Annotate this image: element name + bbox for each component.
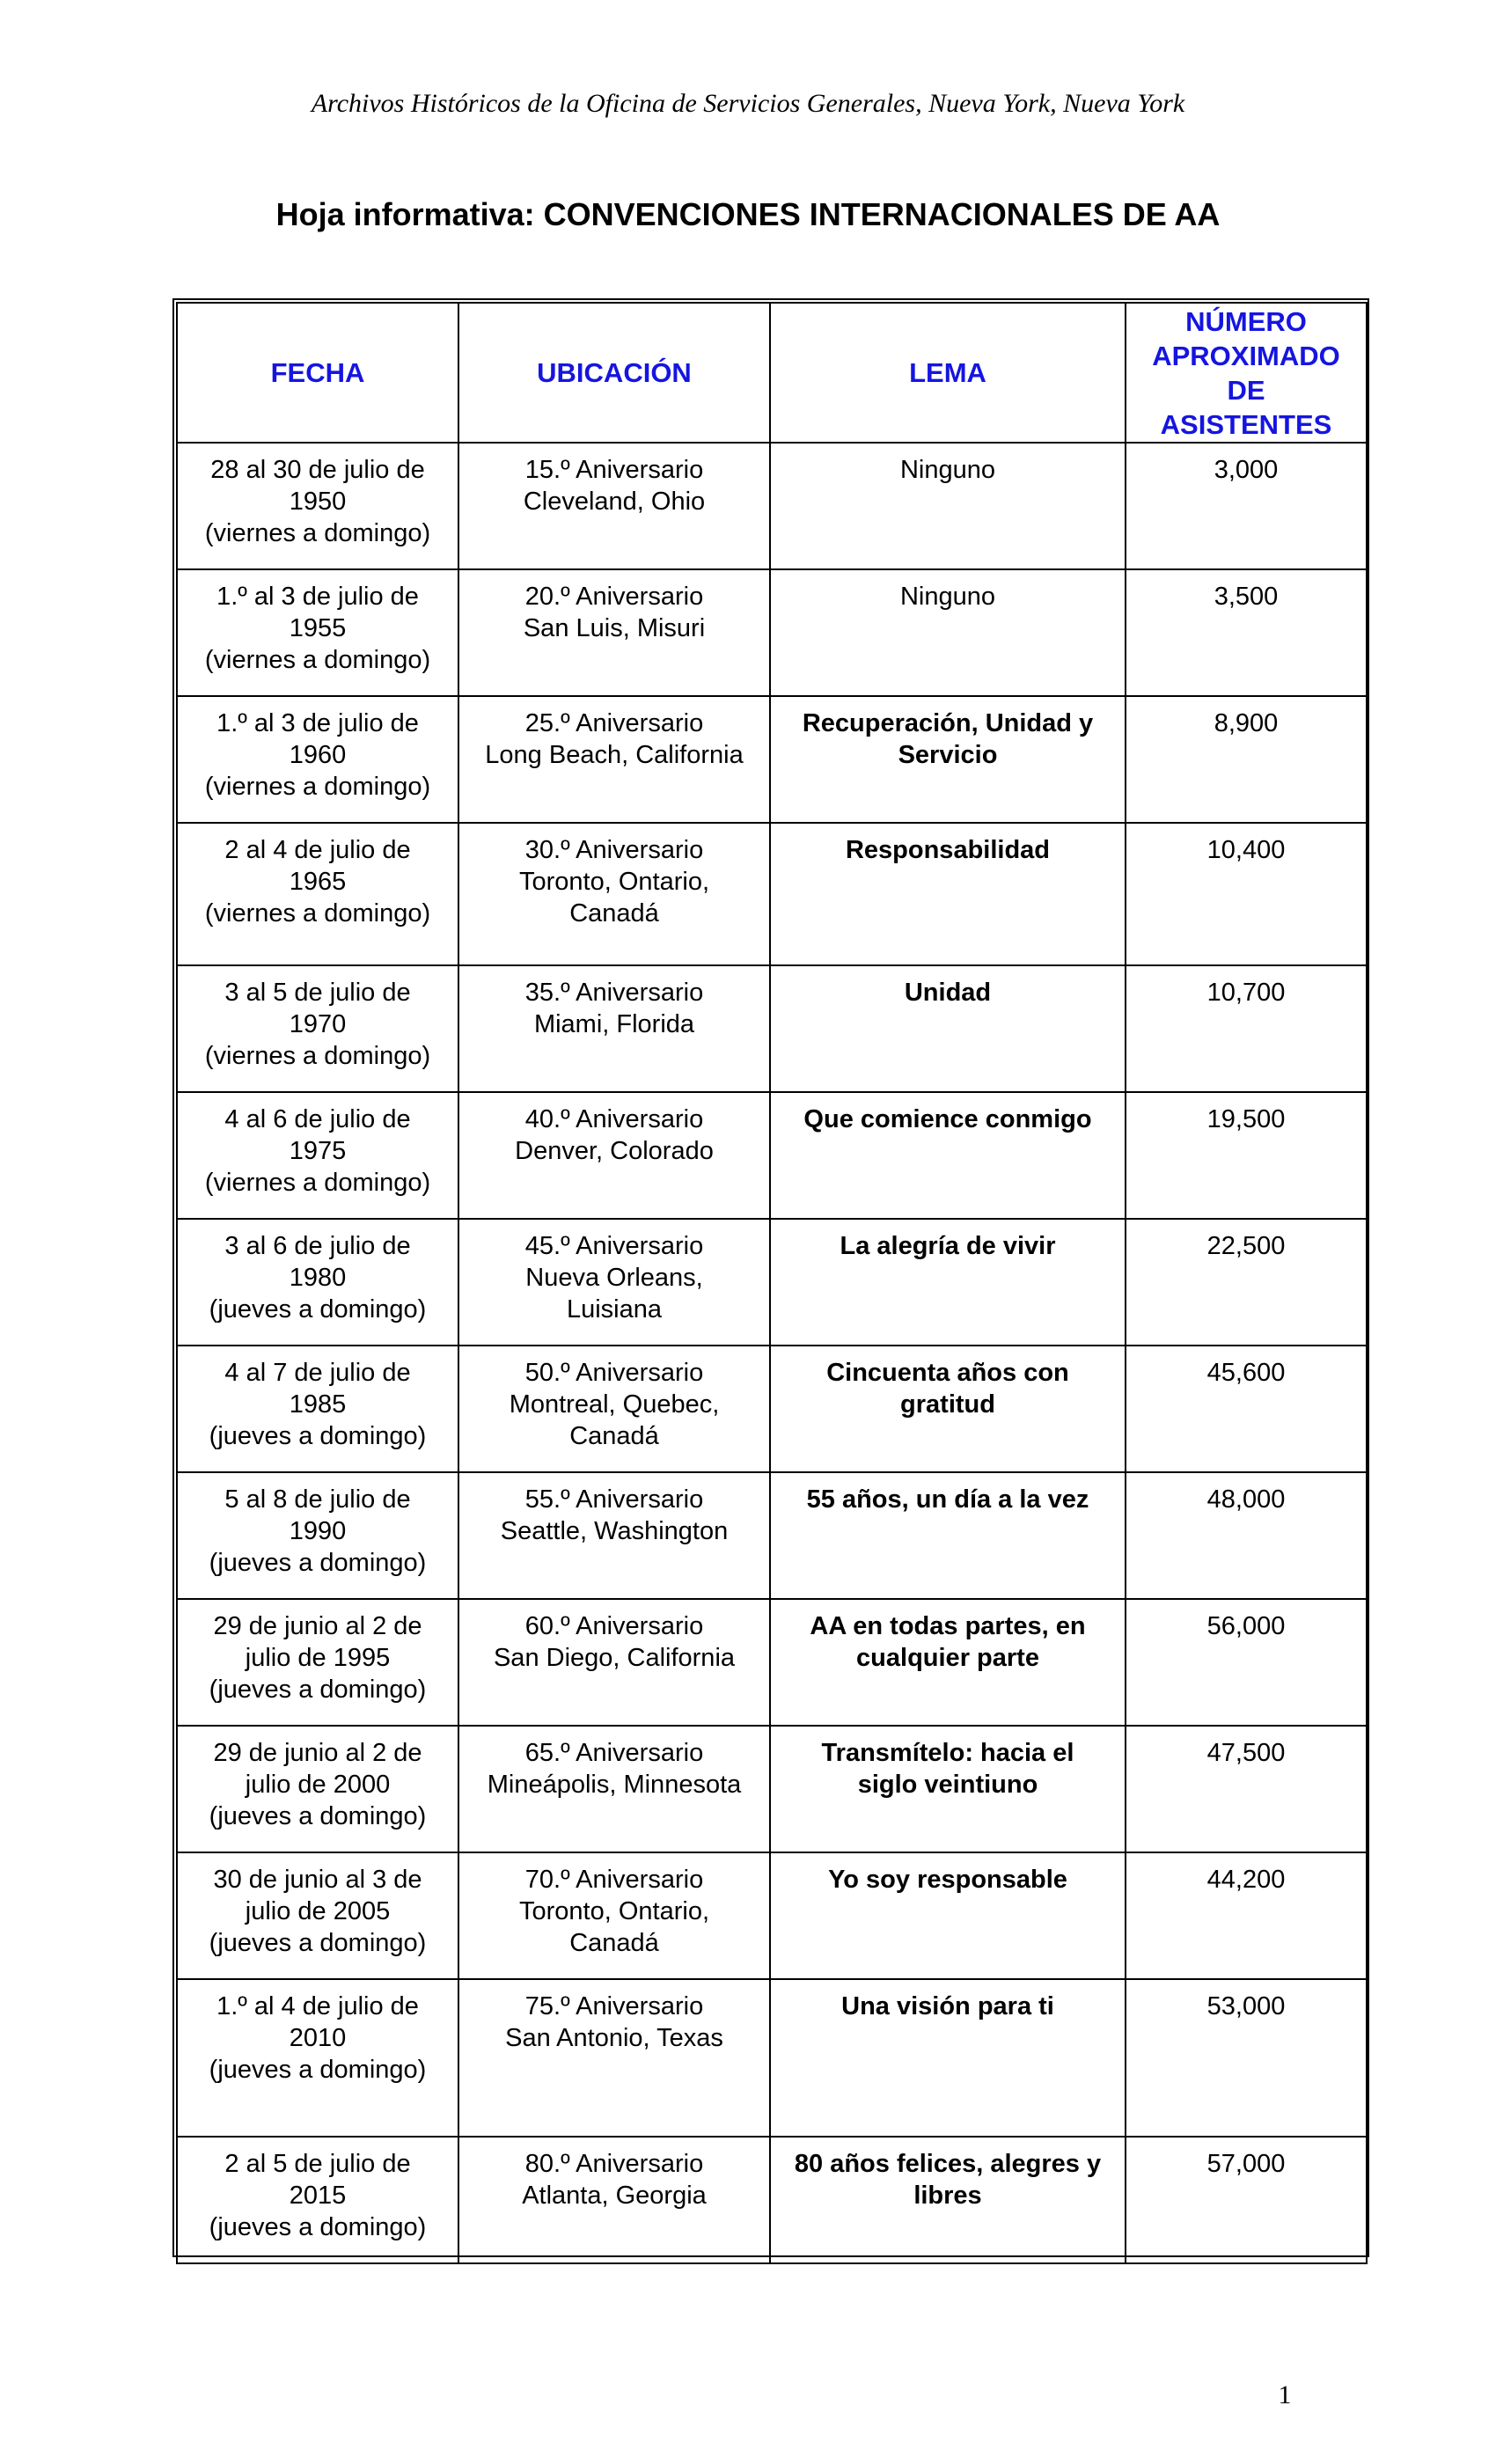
fecha-text: 30 de junio al 3 de julio de 2005 (jueves a domingo) (209, 1866, 427, 1957)
asistentes-text: 48,000 (1206, 1485, 1286, 1514)
asistentes-text: 3,000 (1214, 456, 1279, 484)
cell-ubicacion (458, 1092, 770, 1219)
fecha-text: 5 al 8 de julio de 1990 (jueves a domingo) (209, 1485, 427, 1577)
cell-fecha (177, 1472, 458, 1599)
lema-text: 80 años felices, alegres y libres (794, 2150, 1102, 2210)
asistentes-text: 10,400 (1206, 836, 1286, 864)
fecha-text: 1.º al 3 de julio de 1960 (viernes a domingo) (204, 709, 431, 801)
lema-text: Unidad (904, 979, 992, 1007)
table-row (177, 1852, 1367, 1979)
cell-ubicacion (458, 1852, 770, 1979)
cell-lema (770, 569, 1126, 696)
ubicacion-text: 35.º Aniversario Miami, Florida (524, 979, 704, 1038)
fecha-text: 4 al 7 de julio de 1985 (jueves a domingo) (209, 1359, 427, 1450)
asistentes-text: 10,700 (1206, 979, 1286, 1007)
cell-asistentes (1126, 1219, 1367, 1346)
cell-ubicacion (458, 1346, 770, 1472)
lema-text: Yo soy responsable (828, 1866, 1067, 1894)
ubicacion-text: 50.º Aniversario Montreal, Quebec, Canadá (509, 1359, 720, 1450)
asistentes-text: 19,500 (1206, 1105, 1286, 1133)
asistentes-text: 3,500 (1214, 583, 1279, 611)
cell-asistentes (1126, 823, 1367, 965)
cell-lema (770, 1979, 1126, 2137)
table-row (177, 696, 1367, 823)
cell-lema (770, 696, 1126, 823)
asistentes-text: 8,900 (1214, 709, 1279, 737)
cell-lema (770, 1472, 1126, 1599)
table-row (177, 823, 1367, 965)
table-row (177, 2137, 1367, 2263)
archive-header: Archivos Históricos de la Oficina de Servicios Generales, Nueva York, Nueva York (311, 89, 1185, 118)
fecha-text: 29 de junio al 2 de julio de 1995 (jueves a domingo) (209, 1612, 427, 1704)
column-header-asistentes: NÚMERO APROXIMADO DE ASISTENTES (1126, 303, 1367, 443)
cell-asistentes (1126, 1979, 1367, 2137)
cell-asistentes (1126, 1599, 1367, 1726)
ubicacion-text: 25.º Aniversario Long Beach, California (485, 709, 744, 769)
cell-fecha (177, 823, 458, 965)
cell-ubicacion (458, 1599, 770, 1726)
ubicacion-text: 65.º Aniversario Mineápolis, Minnesota (487, 1739, 742, 1799)
ubicacion-text: 70.º Aniversario Toronto, Ontario, Canadá (519, 1866, 709, 1957)
lema-text: Responsabilidad (845, 836, 1051, 864)
table-row (177, 1219, 1367, 1346)
cell-lema (770, 2137, 1126, 2263)
ubicacion-text: 20.º Aniversario San Luis, Misuri (523, 583, 706, 642)
ubicacion-text: 80.º Aniversario Atlanta, Georgia (522, 2150, 707, 2210)
fecha-text: 2 al 5 de julio de 2015 (jueves a domingo) (209, 2150, 427, 2241)
ubicacion-text: 40.º Aniversario Denver, Colorado (515, 1105, 714, 1165)
cell-ubicacion (458, 823, 770, 965)
lema-text: AA en todas partes, en cualquier parte (810, 1612, 1086, 1672)
fecha-text: 28 al 30 de julio de 1950 (viernes a domingo) (204, 456, 431, 547)
fecha-text: 4 al 6 de julio de 1975 (viernes a domingo) (204, 1105, 431, 1197)
cell-ubicacion (458, 965, 770, 1092)
cell-asistentes (1126, 696, 1367, 823)
table-row (177, 1472, 1367, 1599)
table-row (177, 1346, 1367, 1472)
fecha-text: 29 de junio al 2 de julio de 2000 (jueves a domingo) (209, 1739, 427, 1830)
asistentes-text: 56,000 (1206, 1612, 1286, 1640)
cell-ubicacion (458, 2137, 770, 2263)
fecha-text: 3 al 5 de julio de 1970 (viernes a domingo) (204, 979, 431, 1070)
page-title: Hoja informativa: CONVENCIONES INTERNACIONALES DE AA (275, 196, 1221, 232)
ubicacion-text: 45.º Aniversario Nueva Orleans, Luisiana (524, 1232, 704, 1324)
cell-fecha (177, 1092, 458, 1219)
cell-fecha (177, 1726, 458, 1852)
cell-ubicacion (458, 1726, 770, 1852)
cell-fecha (177, 1852, 458, 1979)
ubicacion-text: 75.º Aniversario San Antonio, Texas (505, 1992, 723, 2052)
table-row (177, 1599, 1367, 1726)
cell-asistentes (1126, 569, 1367, 696)
cell-ubicacion (458, 1219, 770, 1346)
cell-lema (770, 965, 1126, 1092)
lema-text: Una visión para ti (841, 1992, 1054, 2020)
table-header-row (177, 303, 1367, 443)
table-row (177, 1979, 1367, 2137)
column-header-ubicacion: UBICACIÓN (458, 303, 770, 443)
cell-lema (770, 443, 1126, 569)
cell-fecha (177, 1219, 458, 1346)
asistentes-text: 47,500 (1206, 1739, 1286, 1767)
cell-asistentes (1126, 2137, 1367, 2263)
cell-lema (770, 1599, 1126, 1726)
lema-text: Ninguno (899, 583, 996, 611)
cell-lema (770, 1346, 1126, 1472)
table-row (177, 1092, 1367, 1219)
cell-ubicacion (458, 696, 770, 823)
cell-asistentes (1126, 965, 1367, 1092)
cell-fecha (177, 569, 458, 696)
cell-fecha (177, 965, 458, 1092)
lema-text: La alegría de vivir (840, 1232, 1056, 1260)
ubicacion-text: 55.º Aniversario Seattle, Washington (500, 1485, 729, 1545)
cell-ubicacion (458, 569, 770, 696)
asistentes-text: 53,000 (1206, 1992, 1286, 2020)
cell-fecha (177, 1346, 458, 1472)
lema-text: Recuperación, Unidad y Servicio (802, 709, 1094, 769)
ubicacion-text: 60.º Aniversario San Diego, California (493, 1612, 736, 1672)
lema-text: 55 años, un día a la vez (806, 1485, 1089, 1514)
cell-asistentes (1126, 1852, 1367, 1979)
fecha-text: 2 al 4 de julio de 1965 (viernes a domingo) (204, 836, 431, 928)
table-row (177, 443, 1367, 569)
cell-lema (770, 1219, 1126, 1346)
lema-text: Transmítelo: hacia el siglo veintiuno (821, 1739, 1074, 1799)
cell-fecha (177, 1979, 458, 2137)
cell-ubicacion (458, 1979, 770, 2137)
column-header-lema: LEMA (770, 303, 1126, 443)
cell-ubicacion (458, 443, 770, 569)
ubicacion-text: 15.º Aniversario Cleveland, Ohio (523, 456, 706, 516)
cell-asistentes (1126, 443, 1367, 569)
cell-lema (770, 1852, 1126, 1979)
cell-fecha (177, 2137, 458, 2263)
ubicacion-text: 30.º Aniversario Toronto, Ontario, Canadá (519, 836, 709, 928)
asistentes-text: 22,500 (1206, 1232, 1286, 1260)
cell-asistentes (1126, 1472, 1367, 1599)
cell-asistentes (1126, 1726, 1367, 1852)
table-row (177, 569, 1367, 696)
conventions-table (176, 302, 1368, 2264)
column-header-fecha: FECHA (177, 303, 458, 443)
cell-ubicacion (458, 1472, 770, 1599)
fecha-text: 1.º al 4 de julio de 2010 (jueves a domingo) (209, 1992, 427, 2084)
lema-text: Que comience conmigo (803, 1105, 1092, 1133)
lema-text: Cincuenta años con gratitud (826, 1359, 1069, 1419)
page-number: 1 (1278, 2380, 1292, 2409)
asistentes-text: 57,000 (1206, 2150, 1286, 2178)
cell-fecha (177, 1599, 458, 1726)
cell-fecha (177, 696, 458, 823)
cell-asistentes (1126, 1346, 1367, 1472)
fecha-text: 3 al 6 de julio de 1980 (jueves a domingo) (209, 1232, 427, 1324)
table-row (177, 965, 1367, 1092)
lema-text: Ninguno (899, 456, 996, 484)
fecha-text: 1.º al 3 de julio de 1955 (viernes a domingo) (204, 583, 431, 674)
cell-lema (770, 1092, 1126, 1219)
cell-lema (770, 823, 1126, 965)
cell-asistentes (1126, 1092, 1367, 1219)
table-row (177, 1726, 1367, 1852)
asistentes-text: 44,200 (1206, 1866, 1286, 1894)
cell-lema (770, 1726, 1126, 1852)
asistentes-text: 45,600 (1206, 1359, 1286, 1387)
cell-fecha (177, 443, 458, 569)
